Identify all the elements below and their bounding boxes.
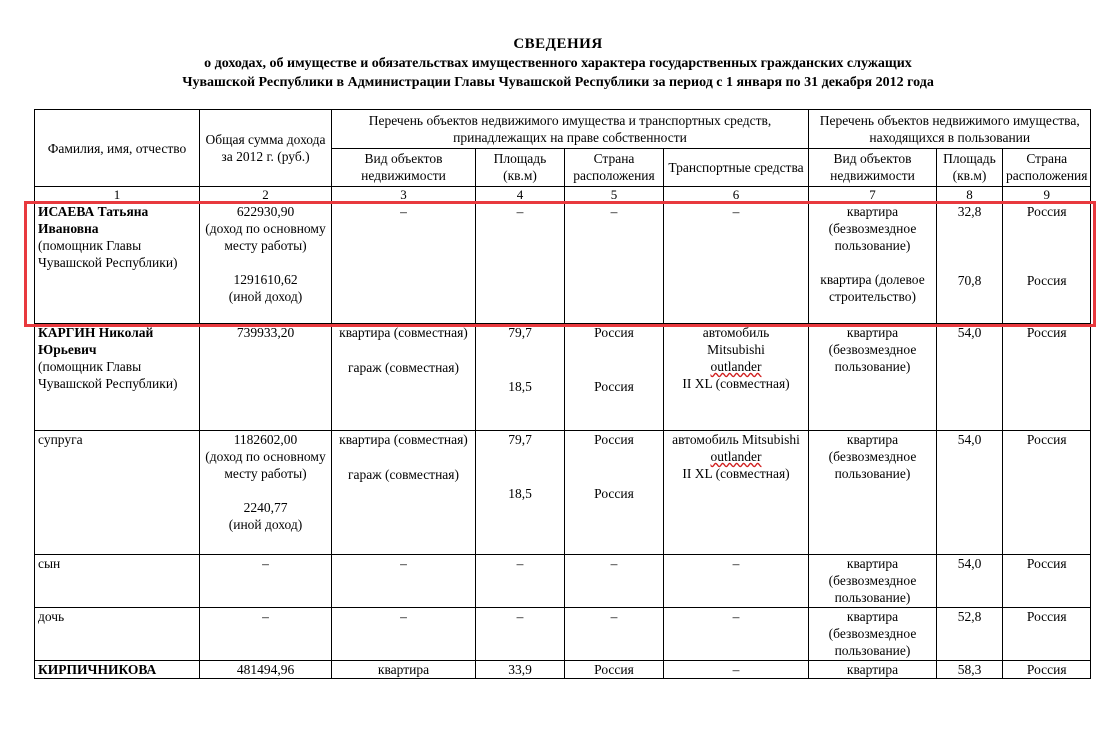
used-type: квартира (долевое строительство) <box>820 272 925 304</box>
vehicle-text: outlander <box>710 359 762 374</box>
person-position: (помощник Главы Чувашской Республики) <box>38 238 178 270</box>
owned-country: Россия <box>594 325 634 340</box>
used-country-cell: Россия <box>1003 431 1091 555</box>
declarations-table <box>34 109 1091 679</box>
owned-area-cell: – <box>476 608 565 661</box>
owned-area: 18,5 <box>508 379 532 394</box>
income-cell: – <box>200 555 332 608</box>
table-row <box>35 608 1091 661</box>
used-country-cell: Россия <box>1003 608 1091 661</box>
owned-type: гараж (совместная) <box>347 360 460 375</box>
income-value: 1182602,00 <box>233 432 298 447</box>
column-number: 9 <box>1003 187 1091 203</box>
owned-country-cell: Россия <box>565 661 664 679</box>
owned-country: Россия <box>594 432 634 447</box>
used-country-cell: Россия <box>1003 324 1091 431</box>
used-type-cell: квартира (безвозмездное пользование) <box>809 324 937 431</box>
column-number: 5 <box>565 187 664 203</box>
vehicle-cell: – <box>664 608 809 661</box>
owned-area: 79,7 <box>508 325 532 340</box>
header-owned-group: Перечень объектов недвижимого имущества и транспортных средств, принадлежащих на праве собственности <box>332 110 809 149</box>
income-cell: – <box>200 608 332 661</box>
person-cell <box>35 203 200 324</box>
header-owned-area: Площадь (кв.м) <box>476 148 565 187</box>
owned-area-cell: 33,9 <box>476 661 565 679</box>
owned-type-cell: – <box>332 555 476 608</box>
used-type-cell: квартира (безвозмездное пользование) <box>809 608 937 661</box>
owned-area: 79,7 <box>508 432 532 447</box>
owned-country-cell: – <box>565 608 664 661</box>
income-note: (иной доход) <box>228 289 303 304</box>
owned-area-cell <box>476 324 565 431</box>
person-cell <box>35 324 200 431</box>
vehicle-cell: – <box>664 203 809 324</box>
used-country: Россия <box>1026 273 1067 288</box>
used-country-cell: Россия <box>1003 555 1091 608</box>
vehicle-cell <box>664 431 809 555</box>
header-used-type: Вид объектов недвижимости <box>809 148 937 187</box>
income-note: (доход по основному месту работы) <box>205 221 326 253</box>
column-number: 4 <box>476 187 565 203</box>
owned-country: Россия <box>594 486 634 501</box>
header-owned-country: Страна расположения <box>565 148 664 187</box>
used-type-cell: квартира (безвозмездное пользование) <box>809 555 937 608</box>
owned-type-cell: – <box>332 608 476 661</box>
used-type: квартира (безвозмездное пользование) <box>828 204 917 253</box>
income-note: (доход по основному месту работы) <box>205 449 326 481</box>
income-cell <box>200 203 332 324</box>
table-row <box>35 203 1091 324</box>
header-vehicles: Транспортные средства <box>664 148 809 187</box>
owned-country: Россия <box>594 379 634 394</box>
owned-type: квартира (совместная) <box>339 432 468 447</box>
owned-area: 18,5 <box>508 486 532 501</box>
vehicle-text: II XL (совместная) <box>682 466 790 481</box>
column-numbers-row <box>35 187 1091 203</box>
used-area-cell: 52,8 <box>937 608 1003 661</box>
used-type-cell <box>809 203 937 324</box>
column-number: 1 <box>35 187 200 203</box>
person-cell <box>35 661 200 679</box>
income-cell <box>200 324 332 431</box>
used-area-cell: 54,0 <box>937 431 1003 555</box>
used-area-cell: 54,0 <box>937 555 1003 608</box>
owned-type: гараж (совместная) <box>347 467 460 482</box>
owned-type-cell: квартира <box>332 661 476 679</box>
vehicle-text: автомобиль <box>702 325 770 340</box>
column-number: 6 <box>664 187 809 203</box>
used-type-cell: квартира (безвозмездное пользование) <box>809 431 937 555</box>
owned-country-cell: – <box>565 555 664 608</box>
income-cell <box>200 431 332 555</box>
used-area: 32,8 <box>957 204 982 219</box>
column-number: 2 <box>200 187 332 203</box>
used-type-cell: квартира <box>809 661 937 679</box>
income-value: 1291610,62 <box>233 272 298 287</box>
vehicle-text: Mitsubishi <box>707 342 765 357</box>
owned-area-cell <box>476 431 565 555</box>
person-name: КАРГИН Николай Юрьевич <box>38 325 154 357</box>
person-name: ИСАЕВА Татьяна Ивановна <box>38 204 149 236</box>
header-name: Фамилия, имя, отчество <box>35 110 200 187</box>
used-country-cell <box>1003 203 1091 324</box>
person-name: сын <box>38 556 61 571</box>
vehicle-text: II XL (совместная) <box>682 376 790 391</box>
header-income: Общая сумма дохода за 2012 г. (руб.) <box>200 110 332 187</box>
document-title: СВЕДЕНИЯ <box>513 36 603 52</box>
owned-type-cell: – <box>332 203 476 324</box>
table-row <box>35 555 1091 608</box>
income-note: (иной доход) <box>228 517 303 532</box>
document-subtitle-2: Чувашской Республики в Администрации Главы Чувашской Республики за период с 1 января по 31 декабря 2012 года <box>182 75 934 90</box>
header-used-area: Площадь (кв.м) <box>937 148 1003 187</box>
income-value: 622930,90 <box>236 204 295 219</box>
person-cell <box>35 555 200 608</box>
used-area-cell <box>937 203 1003 324</box>
header-used-country: Страна расположения <box>1003 148 1091 187</box>
document-subtitle-1: о доходах, об имуществе и обязательствах имущественного характера государственных гражданских служащих <box>204 56 912 71</box>
person-name: дочь <box>38 609 65 624</box>
income-cell: 481494,96 <box>200 661 332 679</box>
used-country: Россия <box>1026 204 1067 219</box>
owned-country-cell <box>565 431 664 555</box>
person-position: (помощник Главы Чувашской Республики) <box>38 359 178 391</box>
used-country-cell: Россия <box>1003 661 1091 679</box>
used-area-cell: 54,0 <box>937 324 1003 431</box>
owned-area-cell: – <box>476 203 565 324</box>
owned-type: квартира (совместная) <box>339 325 468 340</box>
column-number: 8 <box>937 187 1003 203</box>
income-value: 2240,77 <box>243 500 288 515</box>
income-value: 739933,20 <box>236 325 295 340</box>
used-area-cell: 58,3 <box>937 661 1003 679</box>
table-row <box>35 661 1091 679</box>
table-row <box>35 431 1091 555</box>
vehicle-text: outlander <box>710 449 762 464</box>
owned-country-cell: – <box>565 203 664 324</box>
person-name: супруга <box>38 432 83 447</box>
vehicle-cell: – <box>664 555 809 608</box>
owned-type-cell <box>332 324 476 431</box>
owned-area-cell: – <box>476 555 565 608</box>
person-cell <box>35 608 200 661</box>
owned-country-cell <box>565 324 664 431</box>
person-name: КИРПИЧНИКОВА <box>38 662 157 677</box>
vehicle-cell <box>664 324 809 431</box>
vehicle-cell: – <box>664 661 809 679</box>
column-number: 7 <box>809 187 937 203</box>
owned-type-cell <box>332 431 476 555</box>
table-row <box>35 324 1091 431</box>
column-number: 3 <box>332 187 476 203</box>
header-owned-type: Вид объектов недвижимости <box>332 148 476 187</box>
used-area: 70,8 <box>957 273 982 288</box>
header-used-group: Перечень объектов недвижимого имущества, находящихся в пользовании <box>809 110 1091 149</box>
vehicle-text: автомобиль Mitsubishi <box>672 432 800 447</box>
person-cell <box>35 431 200 555</box>
